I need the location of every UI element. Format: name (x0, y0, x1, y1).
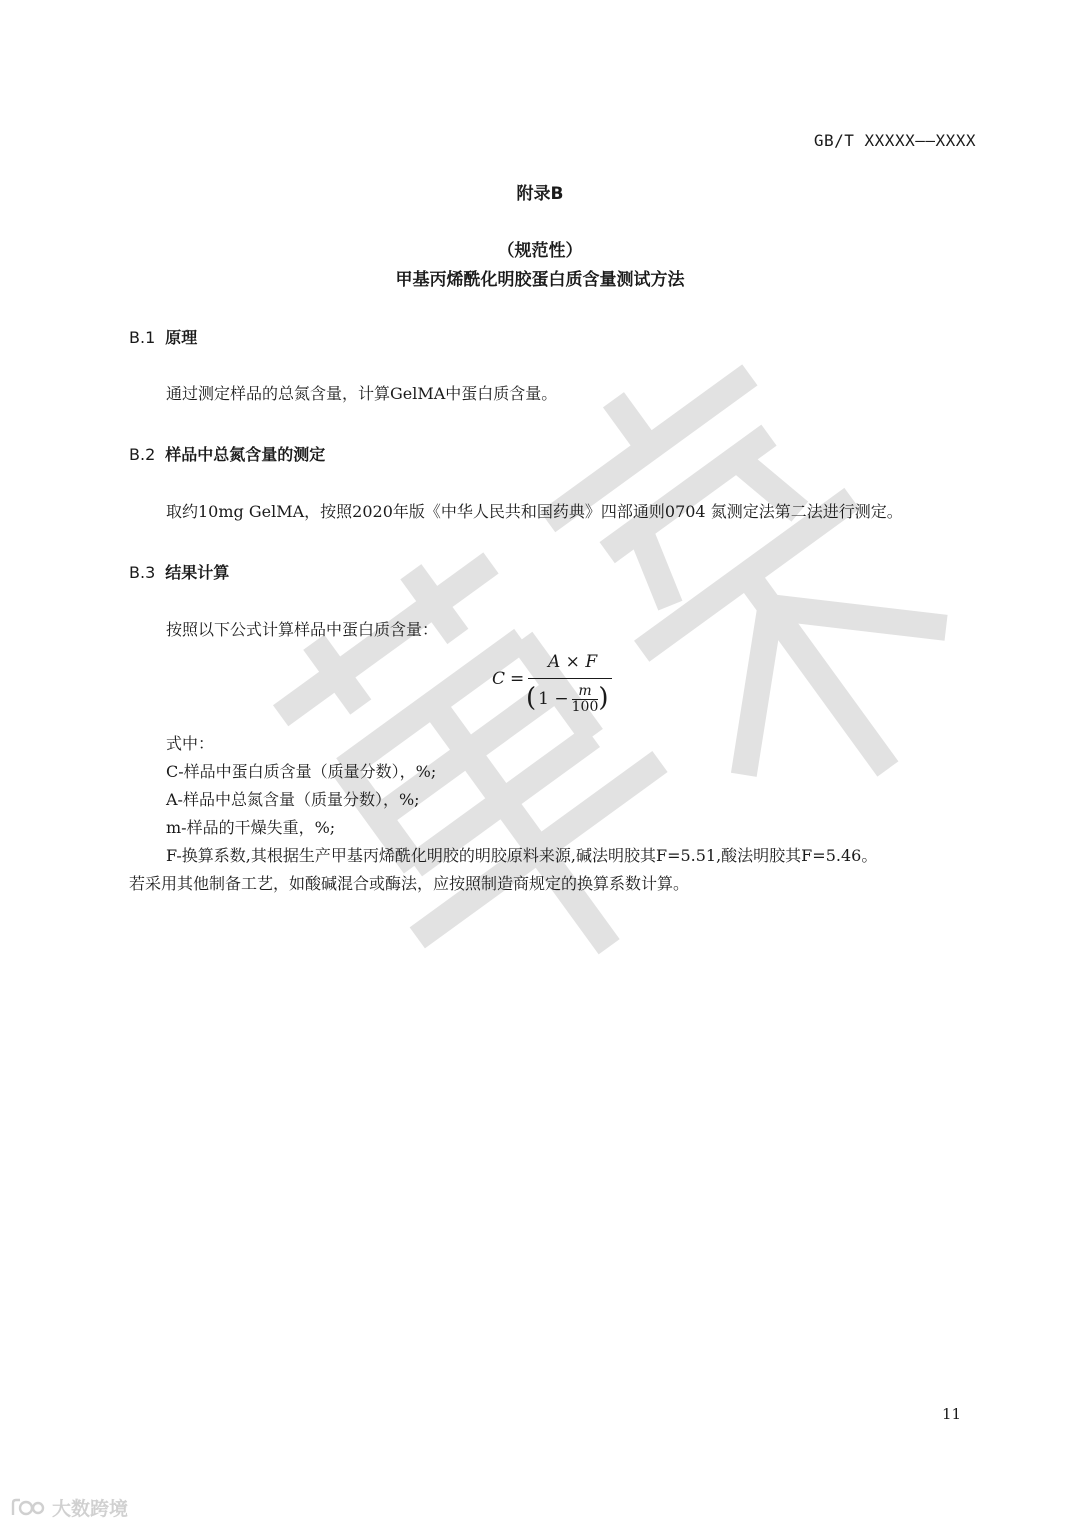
formula-equals: = (510, 669, 525, 689)
brand-logo-icon (10, 1497, 46, 1519)
section-body-b1: 通过测定样品的总氮含量，计算GelMA中蛋白质含量。 (166, 384, 558, 403)
section-body-b3: 按照以下公式计算样品中蛋白质含量： (166, 620, 439, 639)
open-paren: ( (526, 683, 537, 713)
page-number: 11 (942, 1405, 962, 1423)
section-heading-b3 (129, 560, 229, 583)
where-item-c: C-样品中蛋白质含量（质量分数），%; (166, 762, 437, 781)
section-title: 原理 (165, 328, 198, 347)
formula-lhs: C (492, 669, 506, 689)
inner-denominator: 100 (571, 699, 599, 715)
footer-brand (10, 1494, 128, 1521)
where-continuation: 若采用其他制备工艺，如酸碱混合或酶法，应按照制造商规定的换算系数计算。 (129, 874, 690, 893)
section-body-b2: 取约10mg GelMA，按照2020年版《中华人民共和国药典》四部通则0704 氮测定法第二法进行测定。 (166, 502, 903, 521)
section-number: B.1 (129, 328, 156, 347)
section-heading-b1 (129, 325, 197, 348)
where-item-f: F-换算系数,其根据生产甲基丙烯酰化明胶的明胶原料来源,碱法明胶其F=5.51,酸法明胶其F=5.46。 (166, 846, 878, 865)
where-intro: 式中： (166, 734, 215, 753)
section-title: 样品中总氮含量的测定 (165, 445, 326, 464)
appendix-title: 甲基丙烯酰化明胶蛋白质含量测试方法 (395, 270, 685, 290)
fraction-bar (528, 678, 612, 679)
brand-name: 大数跨境 (52, 1498, 129, 1520)
where-item-m: m-样品的干燥失重，%; (166, 818, 336, 837)
inner-numerator: m (572, 684, 599, 700)
section-number: B.3 (129, 563, 156, 582)
close-paren: ) (598, 683, 609, 713)
section-heading-b2 (129, 442, 325, 465)
formula-denominator (526, 680, 609, 714)
standard-code: GB/T XXXXX——XXXX (813, 131, 976, 150)
section-number: B.2 (129, 445, 156, 464)
section-title: 结果计算 (165, 563, 230, 582)
appendix-label: 附录B (516, 184, 564, 204)
formula-numerator: A × F (548, 652, 598, 672)
inner-fraction (572, 684, 599, 715)
where-item-a: A-样品中总氮含量（质量分数），%; (166, 790, 420, 809)
denominator-one-minus: 1 − (538, 689, 569, 709)
appendix-nature: （规范性） (497, 241, 583, 261)
